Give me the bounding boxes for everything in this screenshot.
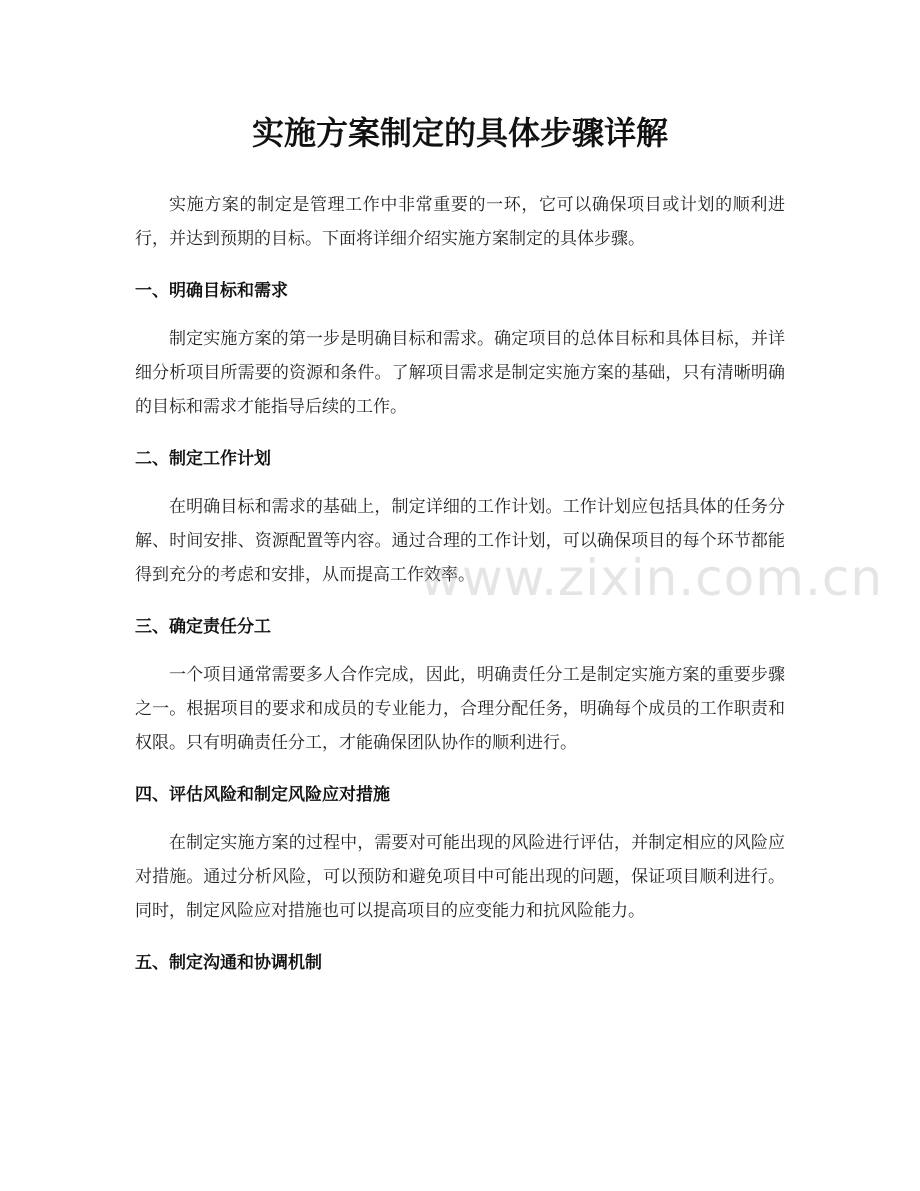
watermark-text: www.zixin.com.cn xyxy=(420,549,884,607)
section-4 xyxy=(135,780,785,928)
document-title: 实施方案制定的具体步骤详解 xyxy=(251,114,668,152)
section-heading: 五、制定沟通和协调机制 xyxy=(135,953,322,973)
section-5 xyxy=(135,948,785,978)
intro-paragraph: 实施方案的制定是管理工作中非常重要的一环，它可以确保项目或计划的顺利进行，并达到预期的目标。下面将详细介绍实施方案制定的具体步骤。 xyxy=(135,195,785,249)
section-body: 在明确目标和需求的基础上，制定详细的工作计划。工作计划应包括具体的任务分解、时间安排、资源配置等内容。通过合理的工作计划，可以确保项目的每个环节都能得到充分的考虑和安排，从而提高工作效率。 xyxy=(135,497,785,585)
section-3 xyxy=(135,612,785,760)
section-heading: 三、确定责任分工 xyxy=(135,617,271,637)
section-body: 制定实施方案的第一步是明确目标和需求。确定项目的总体目标和具体目标，并详细分析项目所需要的资源和条件。了解项目需求是制定实施方案的基础，只有清晰明确的目标和需求才能指导后续的工作。 xyxy=(135,329,785,417)
section-heading: 一、明确目标和需求 xyxy=(135,281,288,301)
section-2 xyxy=(135,444,785,592)
section-body: 在制定实施方案的过程中，需要对可能出现的风险进行评估，并制定相应的风险应对措施。通过分析风险，可以预防和避免项目中可能出现的问题，保证项目顺利进行。同时，制定风险应对措施也可以提高项目的应变能力和抗风险能力。 xyxy=(135,833,785,921)
section-heading: 二、制定工作计划 xyxy=(135,449,271,469)
section-1 xyxy=(135,276,785,424)
section-body: 一个项目通常需要多人合作完成，因此，明确责任分工是制定实施方案的重要步骤之一。根据项目的要求和成员的专业能力，合理分配任务，明确每个成员的工作职责和权限。只有明确责任分工，才能确保团队协作的顺利进行。 xyxy=(135,665,785,753)
section-heading: 四、评估风险和制定风险应对措施 xyxy=(135,785,390,805)
